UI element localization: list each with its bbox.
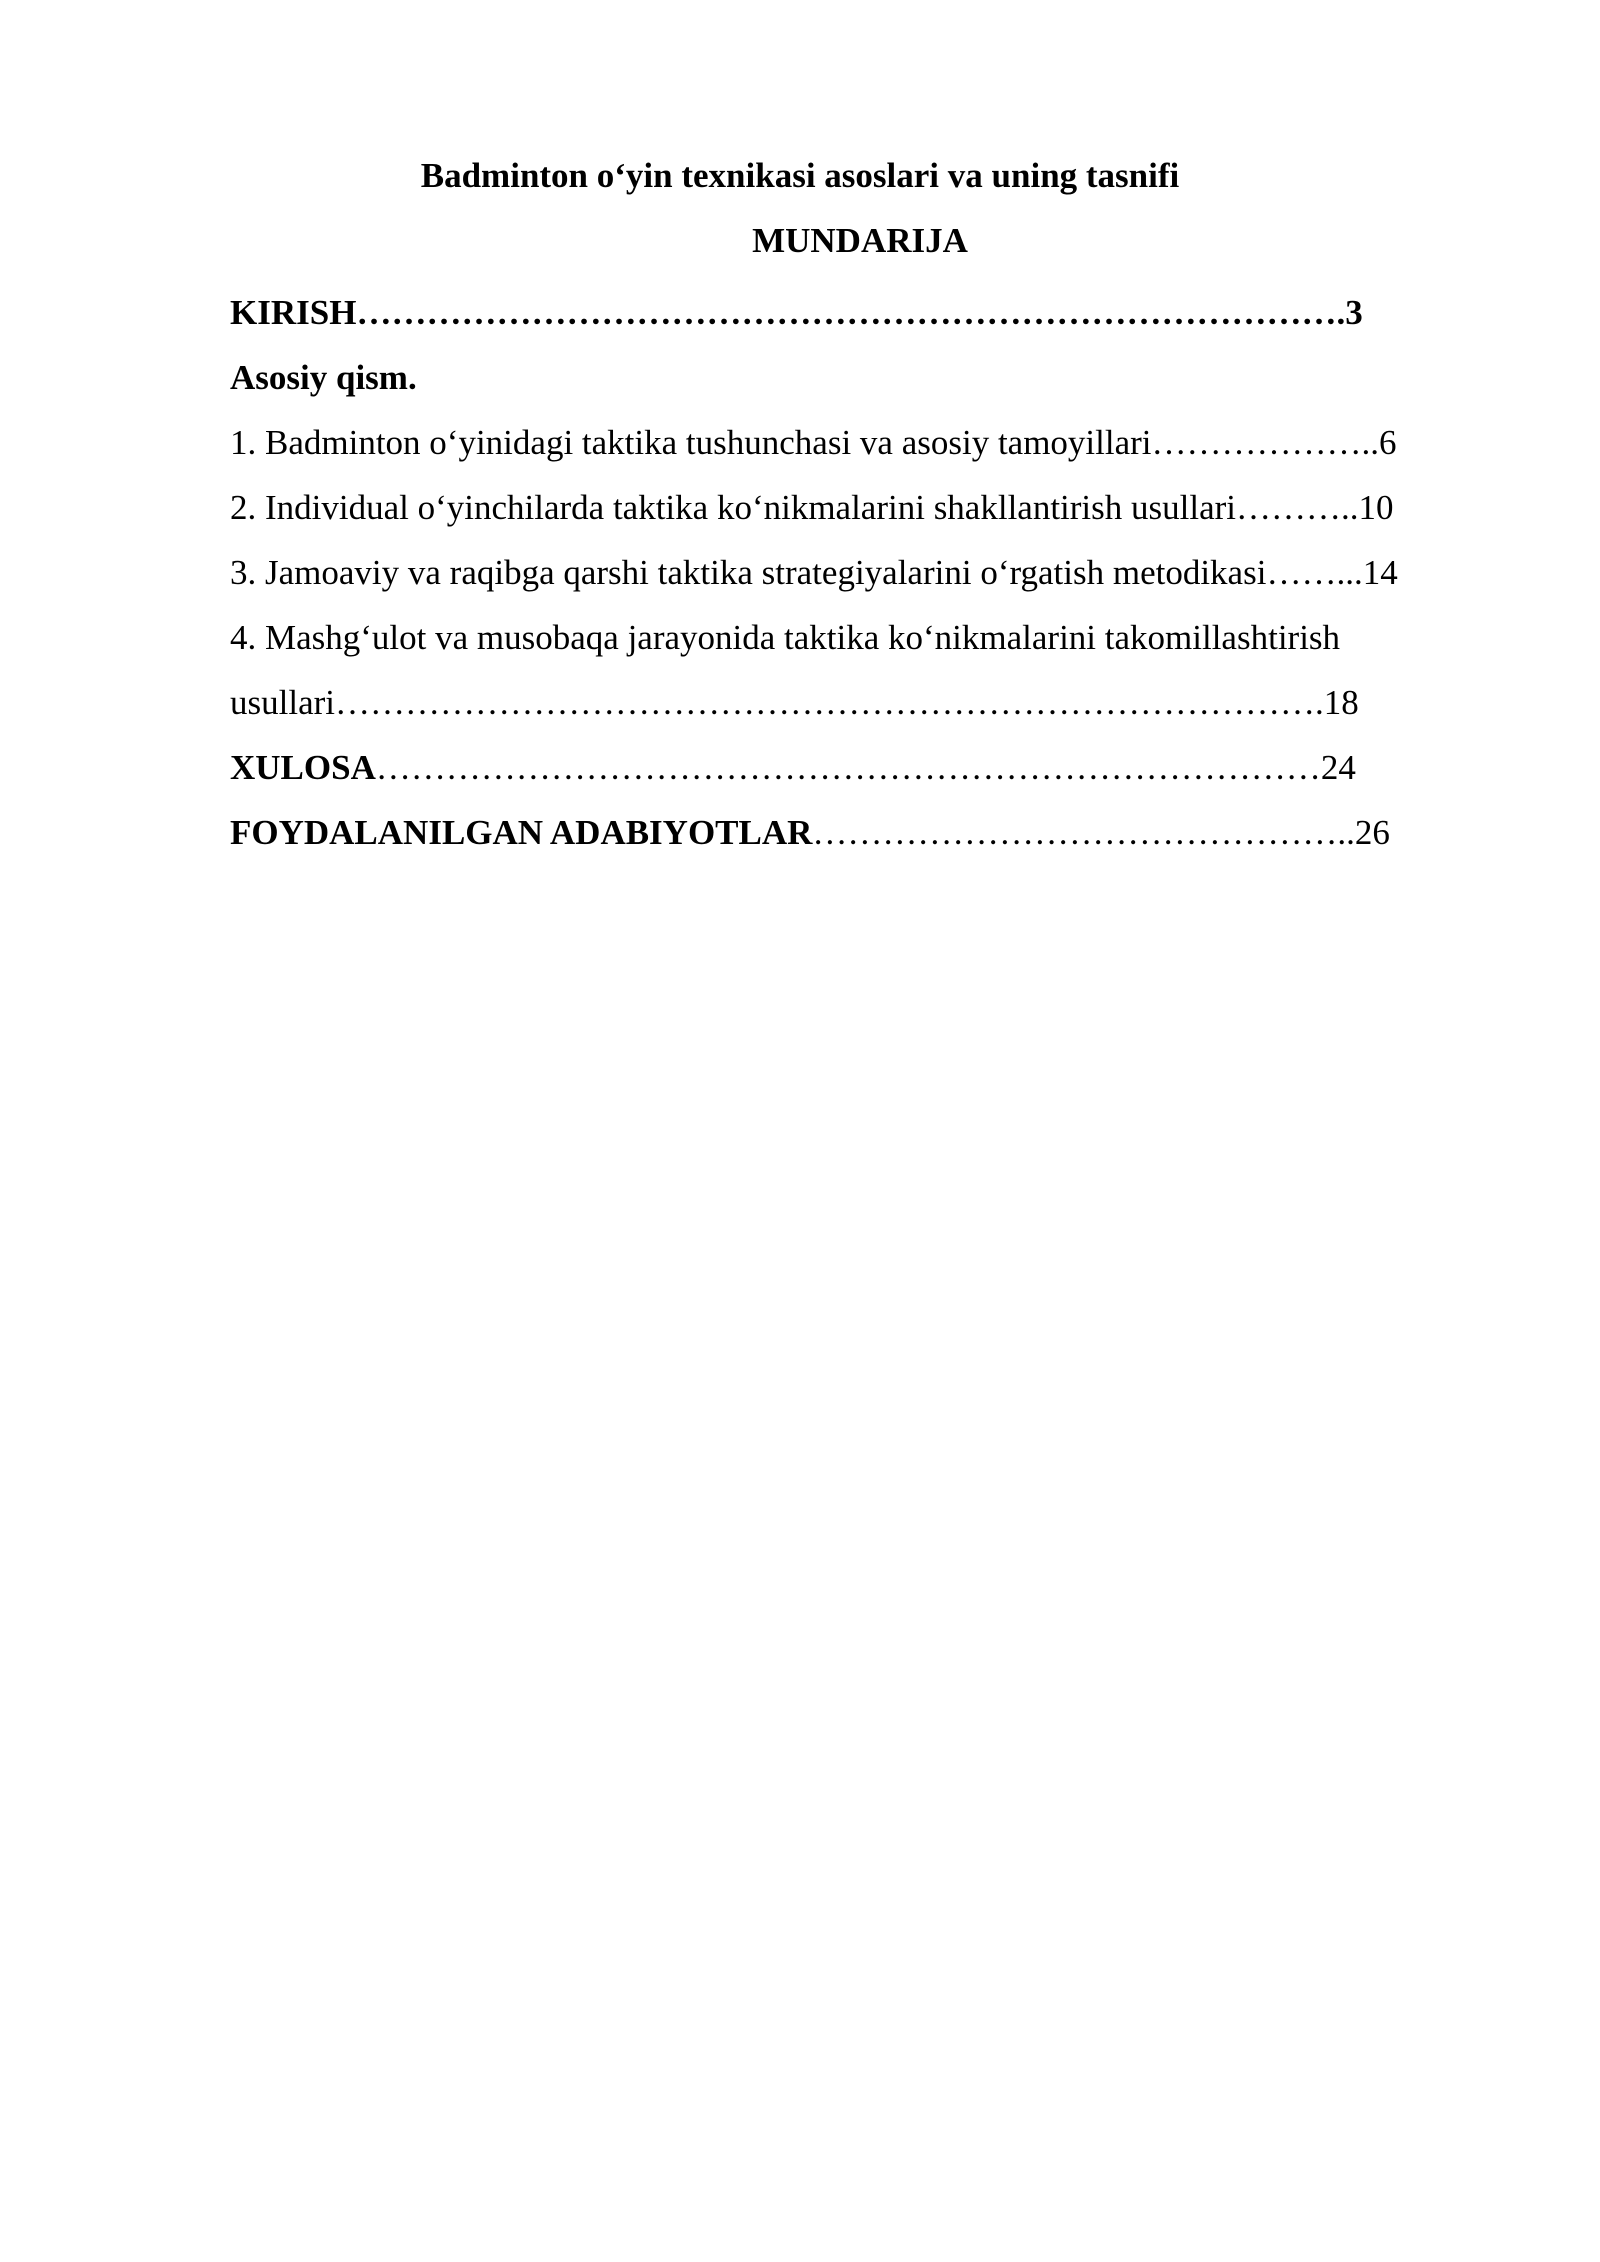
toc-entry-3 bbox=[230, 540, 1490, 605]
toc-entry-leader: ……………………………………….. bbox=[812, 813, 1355, 852]
toc-entry-page: 24 bbox=[1320, 748, 1356, 787]
toc-entry-page: .3 bbox=[1336, 293, 1363, 332]
toc-entry-1 bbox=[230, 410, 1490, 475]
toc-entry-leader: ……….. bbox=[1236, 488, 1359, 527]
toc-entry-adabiyotlar bbox=[230, 800, 1490, 865]
toc-entry-label: 3. Jamoaviy va raqibga qarshi taktika strategiyalarini o‘rgatish metodikasi bbox=[230, 553, 1267, 592]
table-of-contents bbox=[230, 280, 1490, 865]
toc-entry-label: 2. Individual o‘yinchilarda taktika ko‘nikmalarini shakllantirish usullari bbox=[230, 488, 1237, 527]
toc-entry-label: 4. Mashg‘ulot va musobaqa jarayonida taktika ko‘nikmalarini takomillashtirish bbox=[230, 618, 1341, 657]
toc-entry-kirish bbox=[230, 280, 1490, 345]
toc-entry-page: 18 bbox=[1323, 683, 1359, 722]
toc-entry-leader: ……………………………………………………………………… bbox=[375, 748, 1321, 787]
toc-entry-leader: …………………………………………………………………………. bbox=[334, 683, 1324, 722]
toc-heading: MUNDARIJA bbox=[752, 221, 968, 260]
toc-entry-label-continued: usullari bbox=[230, 683, 335, 722]
toc-entry-page: 10 bbox=[1358, 488, 1394, 527]
document-title: Badminton o‘yin texnikasi asoslari va uning tasnifi bbox=[420, 156, 1180, 195]
toc-entry-label: XULOSA bbox=[230, 748, 376, 787]
toc-entry-leader: ………………………………………………………………………… bbox=[356, 293, 1337, 332]
toc-entry-page: 26 bbox=[1354, 813, 1390, 852]
toc-entry-page: 14 bbox=[1362, 553, 1398, 592]
toc-entry-label: FOYDALANILGAN ADABIYOTLAR bbox=[230, 813, 813, 852]
toc-entry-4 bbox=[230, 605, 1490, 670]
toc-main-part-heading: Asosiy qism. bbox=[230, 358, 417, 397]
toc-entry-leader: ……………….. bbox=[1151, 423, 1380, 462]
toc-entry-label: 1. Badminton o‘yinidagi taktika tushunchasi va asosiy tamoyillari bbox=[230, 423, 1152, 462]
toc-entry-2 bbox=[230, 475, 1490, 540]
toc-entry-4-continued bbox=[230, 670, 1490, 735]
toc-entry-label: KIRISH bbox=[230, 293, 357, 332]
toc-entry-page: 6 bbox=[1379, 423, 1397, 462]
toc-entry-xulosa bbox=[230, 735, 1490, 800]
toc-entry-leader: ……... bbox=[1266, 553, 1363, 592]
